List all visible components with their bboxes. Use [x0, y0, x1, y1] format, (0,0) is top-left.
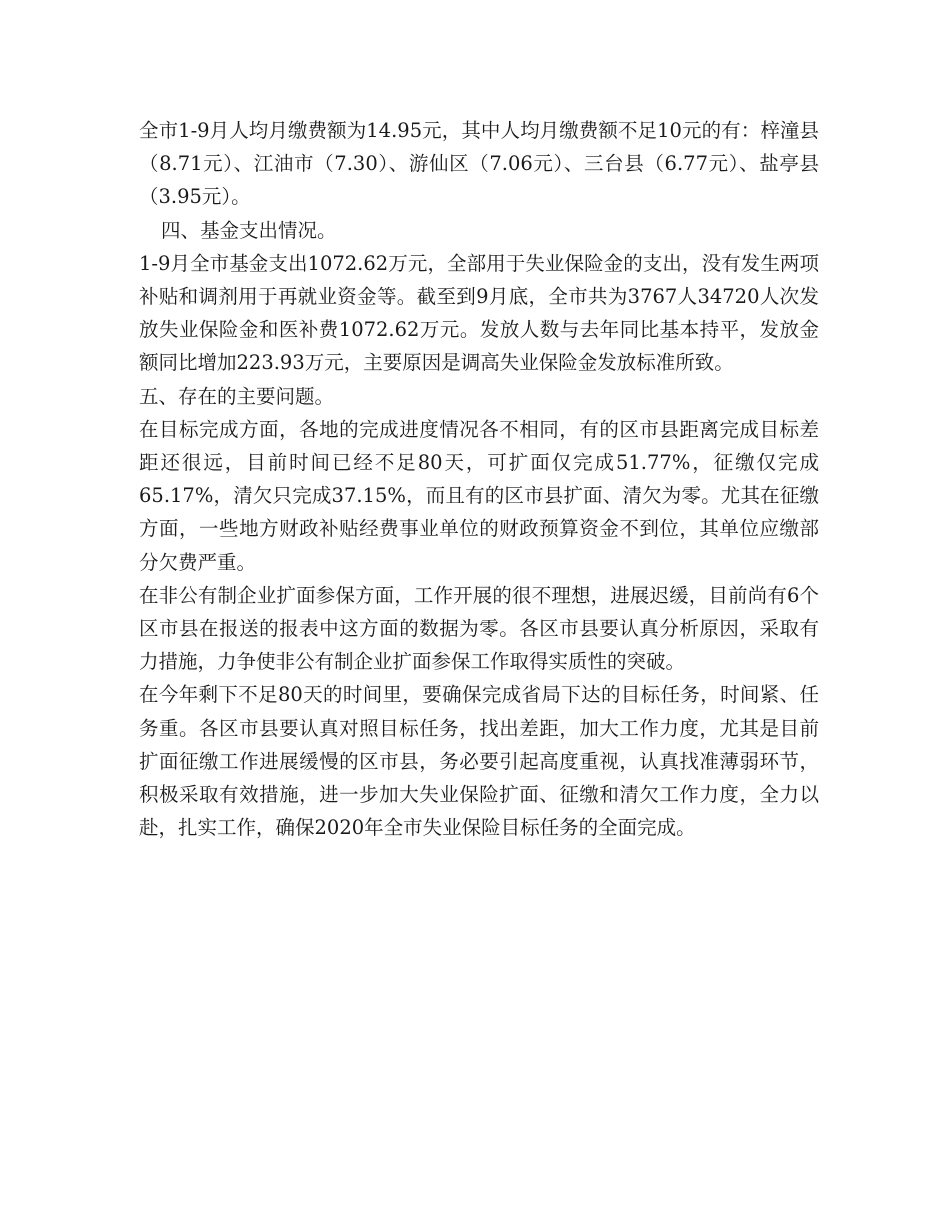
paragraph-target-completion: 在目标完成方面，各地的完成进度情况各不相同，有的区市县距离完成目标差距还很远，目前时间已经不足80天，可扩面仅完成51.77%，征缴仅完成65.17%，清欠只完成37.15%，而且有的区市县扩面、清欠为零。尤其在征缴方面，一些地方财政补贴经费事业单位的财政预算资金不到位，其单位应缴部分欠费严重。: [139, 417, 819, 574]
section-heading-fund-expenditure: 四、基金支出情况。: [161, 218, 337, 242]
paragraph-contribution-average: 全市1-9月人均月缴费额为14.95元，其中人均月缴费额不足10元的有：梓潼县（8.71元）、江油市（7.30）、游仙区（7.06元）、三台县（6.77元）、盐亭县（3.95元）。: [139, 119, 819, 209]
paragraph-remaining-days: 在今年剩下不足80天的时间里，要确保完成省局下达的目标任务，时间紧、任务重。各区市县要认真对照目标任务，找出差距，加大工作力度，尤其是目前扩面征缴工作进展缓慢的区市县，务必要引起高度重视，认真找准薄弱环节，积极采取有效措施，进一步加大失业保险扩面、征缴和清欠工作力度，全力以赴，扎实工作，确保2020年全市失业保险目标任务的全面完成。: [139, 683, 819, 840]
document-body: [139, 114, 819, 844]
paragraph-non-public-enterprises: 在非公有制企业扩面参保方面，工作开展的很不理想，进展迟缓，目前尚有6个区市县在报送的报表中这方面的数据为零。各区市县要认真分析原因，采取有力措施，力争使非公有制企业扩面参保工作取得实质性的突破。: [139, 583, 819, 674]
paragraph-fund-expenditure: 1-9月全市基金支出1072.62万元，全部用于失业保险金的支出，没有发生两项补贴和调剂用于再就业资金等。截至到9月底，全市共为3767人34720人次发放失业保险金和医补费1072.62万元。发放人数与去年同比基本持平，发放金额同比增加223.93万元，主要原因是调高失业保险金发放标准所致。: [139, 251, 819, 375]
section-heading-main-problems: 五、存在的主要问题。: [139, 384, 335, 408]
